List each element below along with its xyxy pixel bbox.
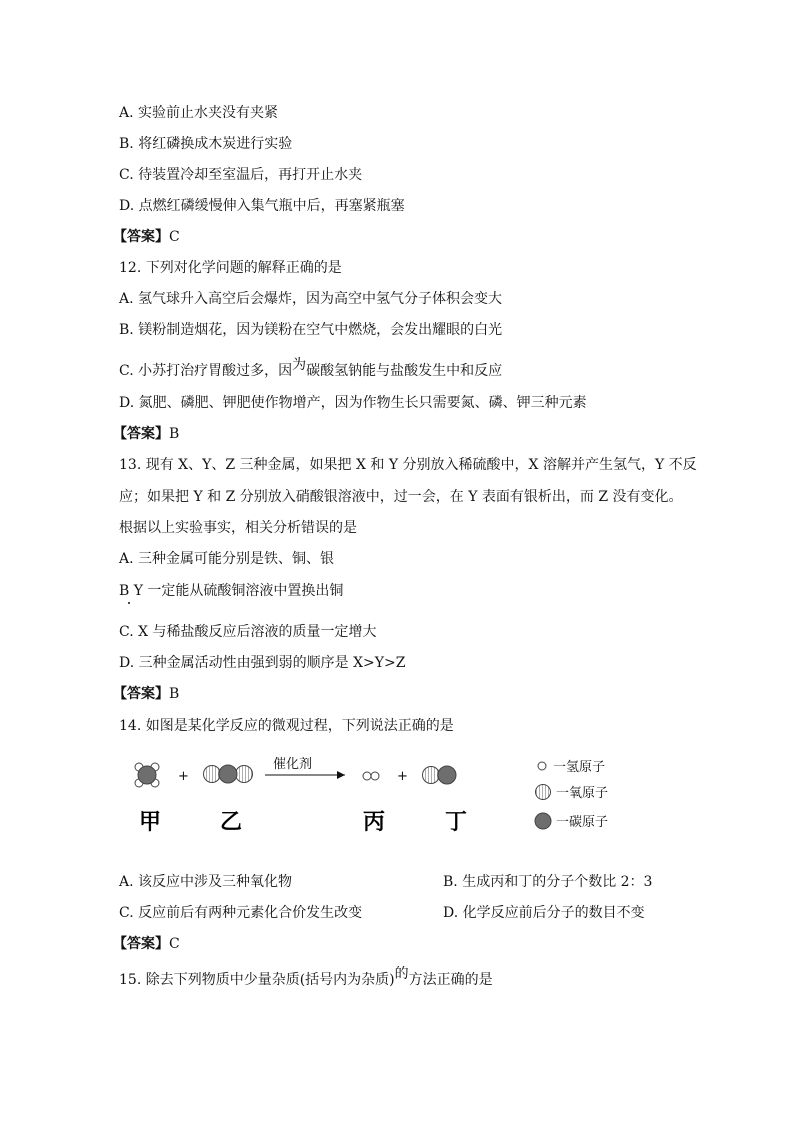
answer-label: 【答案】 xyxy=(113,229,169,245)
q11-option-a: A. 实验前止水夹没有夹紧 xyxy=(119,105,279,121)
q11-option-d: D. 点燃红磷缓慢伸入集气瓶中后，再塞紧瓶塞 xyxy=(119,198,405,214)
q15-stem-sup: 的 xyxy=(394,966,409,982)
q14-answer xyxy=(113,934,180,954)
reaction-diagram xyxy=(125,752,645,842)
molecule-yi xyxy=(204,765,253,783)
q13-option-a: A. 三种金属可能分别是铁、铜、银 xyxy=(119,551,335,567)
answer-value: B xyxy=(169,686,180,702)
q14-option-b: B. 生成丙和丁的分子个数比 2：3 xyxy=(443,874,653,890)
q13-option-d: D. 三种金属活动性由强到弱的顺序是 X>Y>Z xyxy=(119,655,406,671)
q14-option-a: A. 该反应中涉及三种氧化物 xyxy=(119,874,293,890)
q12-option-a: A. 氢气球升入高空后会爆炸，因为高空中氢气分子体积会变大 xyxy=(119,291,503,307)
q12-option-b: B. 镁粉制造烟花，因为镁粉在空气中燃烧，会发出耀眼的白光 xyxy=(119,322,503,338)
q12-answer xyxy=(113,424,179,444)
answer-value: C xyxy=(169,936,180,952)
q13-option-b: B Y 一定能从硫酸铜溶液中置换出铜 xyxy=(119,583,344,599)
legend-carbon: 一碳原子 xyxy=(556,815,609,830)
q12-c-pre: C. 小苏打治疗胃酸过多，因 xyxy=(119,363,293,379)
q14-option-c: C. 反应前后有两种元素化合价发生改变 xyxy=(119,905,363,921)
catalyst-label: 催化剂 xyxy=(273,757,313,772)
q12-stem: 12. 下列对化学问题的解释正确的是 xyxy=(119,260,342,276)
q11-option-b: B. 将红磷换成木炭进行实验 xyxy=(119,136,293,152)
legend-oxygen: 一氧原子 xyxy=(556,786,609,801)
q13-stem-line3: 根据以上实验事实，相关分析错误的是 xyxy=(119,520,357,536)
q13-stem-line2: 应；如果把 Y 和 Z 分别放入硝酸银溶液中，过一会，在 Y 表面有银析出，而 Z 没有变化。 xyxy=(119,489,683,505)
answer-label: 【答案】 xyxy=(113,426,169,442)
plus-sign: + xyxy=(397,769,408,784)
q15-stem-pre: 15. 除去下列物质中少量杂质(括号内为杂质) xyxy=(119,972,395,988)
label-ding: 丁 xyxy=(445,810,468,835)
answer-label: 【答案】 xyxy=(113,686,169,702)
molecule-jia xyxy=(135,763,159,787)
q14-stem: 14. 如图是某化学反应的微观过程，下列说法正确的是 xyxy=(119,718,454,734)
q12-option-d: D. 氮肥、磷肥、钾肥使作物增产，因为作物生长只需要氮、磷、钾三种元素 xyxy=(119,395,587,411)
arrow-head xyxy=(337,771,345,779)
molecule-ding xyxy=(423,766,457,784)
answer-value: B xyxy=(169,426,180,442)
legend xyxy=(535,760,608,830)
q11-answer xyxy=(113,227,180,247)
answer-value: C xyxy=(169,229,180,245)
q14-option-d: D. 化学反应前后分子的数目不变 xyxy=(443,905,645,921)
legend-hydrogen: 一氢原子 xyxy=(553,760,606,775)
q13-option-c: C. X 与稀盐酸反应后溶液的质量一定增大 xyxy=(119,624,377,640)
q12-option-c xyxy=(119,357,503,381)
list-dot xyxy=(128,602,130,604)
label-bing: 丙 xyxy=(363,810,386,835)
plus-sign: + xyxy=(178,769,189,784)
label-jia: 甲 xyxy=(139,810,162,835)
q15-stem xyxy=(119,966,493,990)
label-yi: 乙 xyxy=(220,810,243,835)
q15-stem-post: 方法正确的是 xyxy=(408,972,493,988)
answer-label: 【答案】 xyxy=(113,936,169,952)
q12-c-post: 碳酸氢钠能与盐酸发生中和反应 xyxy=(306,363,503,379)
q13-answer xyxy=(113,684,179,704)
q11-option-c: C. 待装置冷却至室温后，再打开止水夹 xyxy=(119,167,363,183)
molecule-bing xyxy=(363,772,379,780)
q12-c-sup: 为 xyxy=(292,357,307,373)
q13-stem-line1: 13. 现有 X、Y、Z 三种金属，如果把 X 和 Y 分别放入稀硫酸中，X 溶解并产生氢气，Y 不反 xyxy=(119,457,697,473)
